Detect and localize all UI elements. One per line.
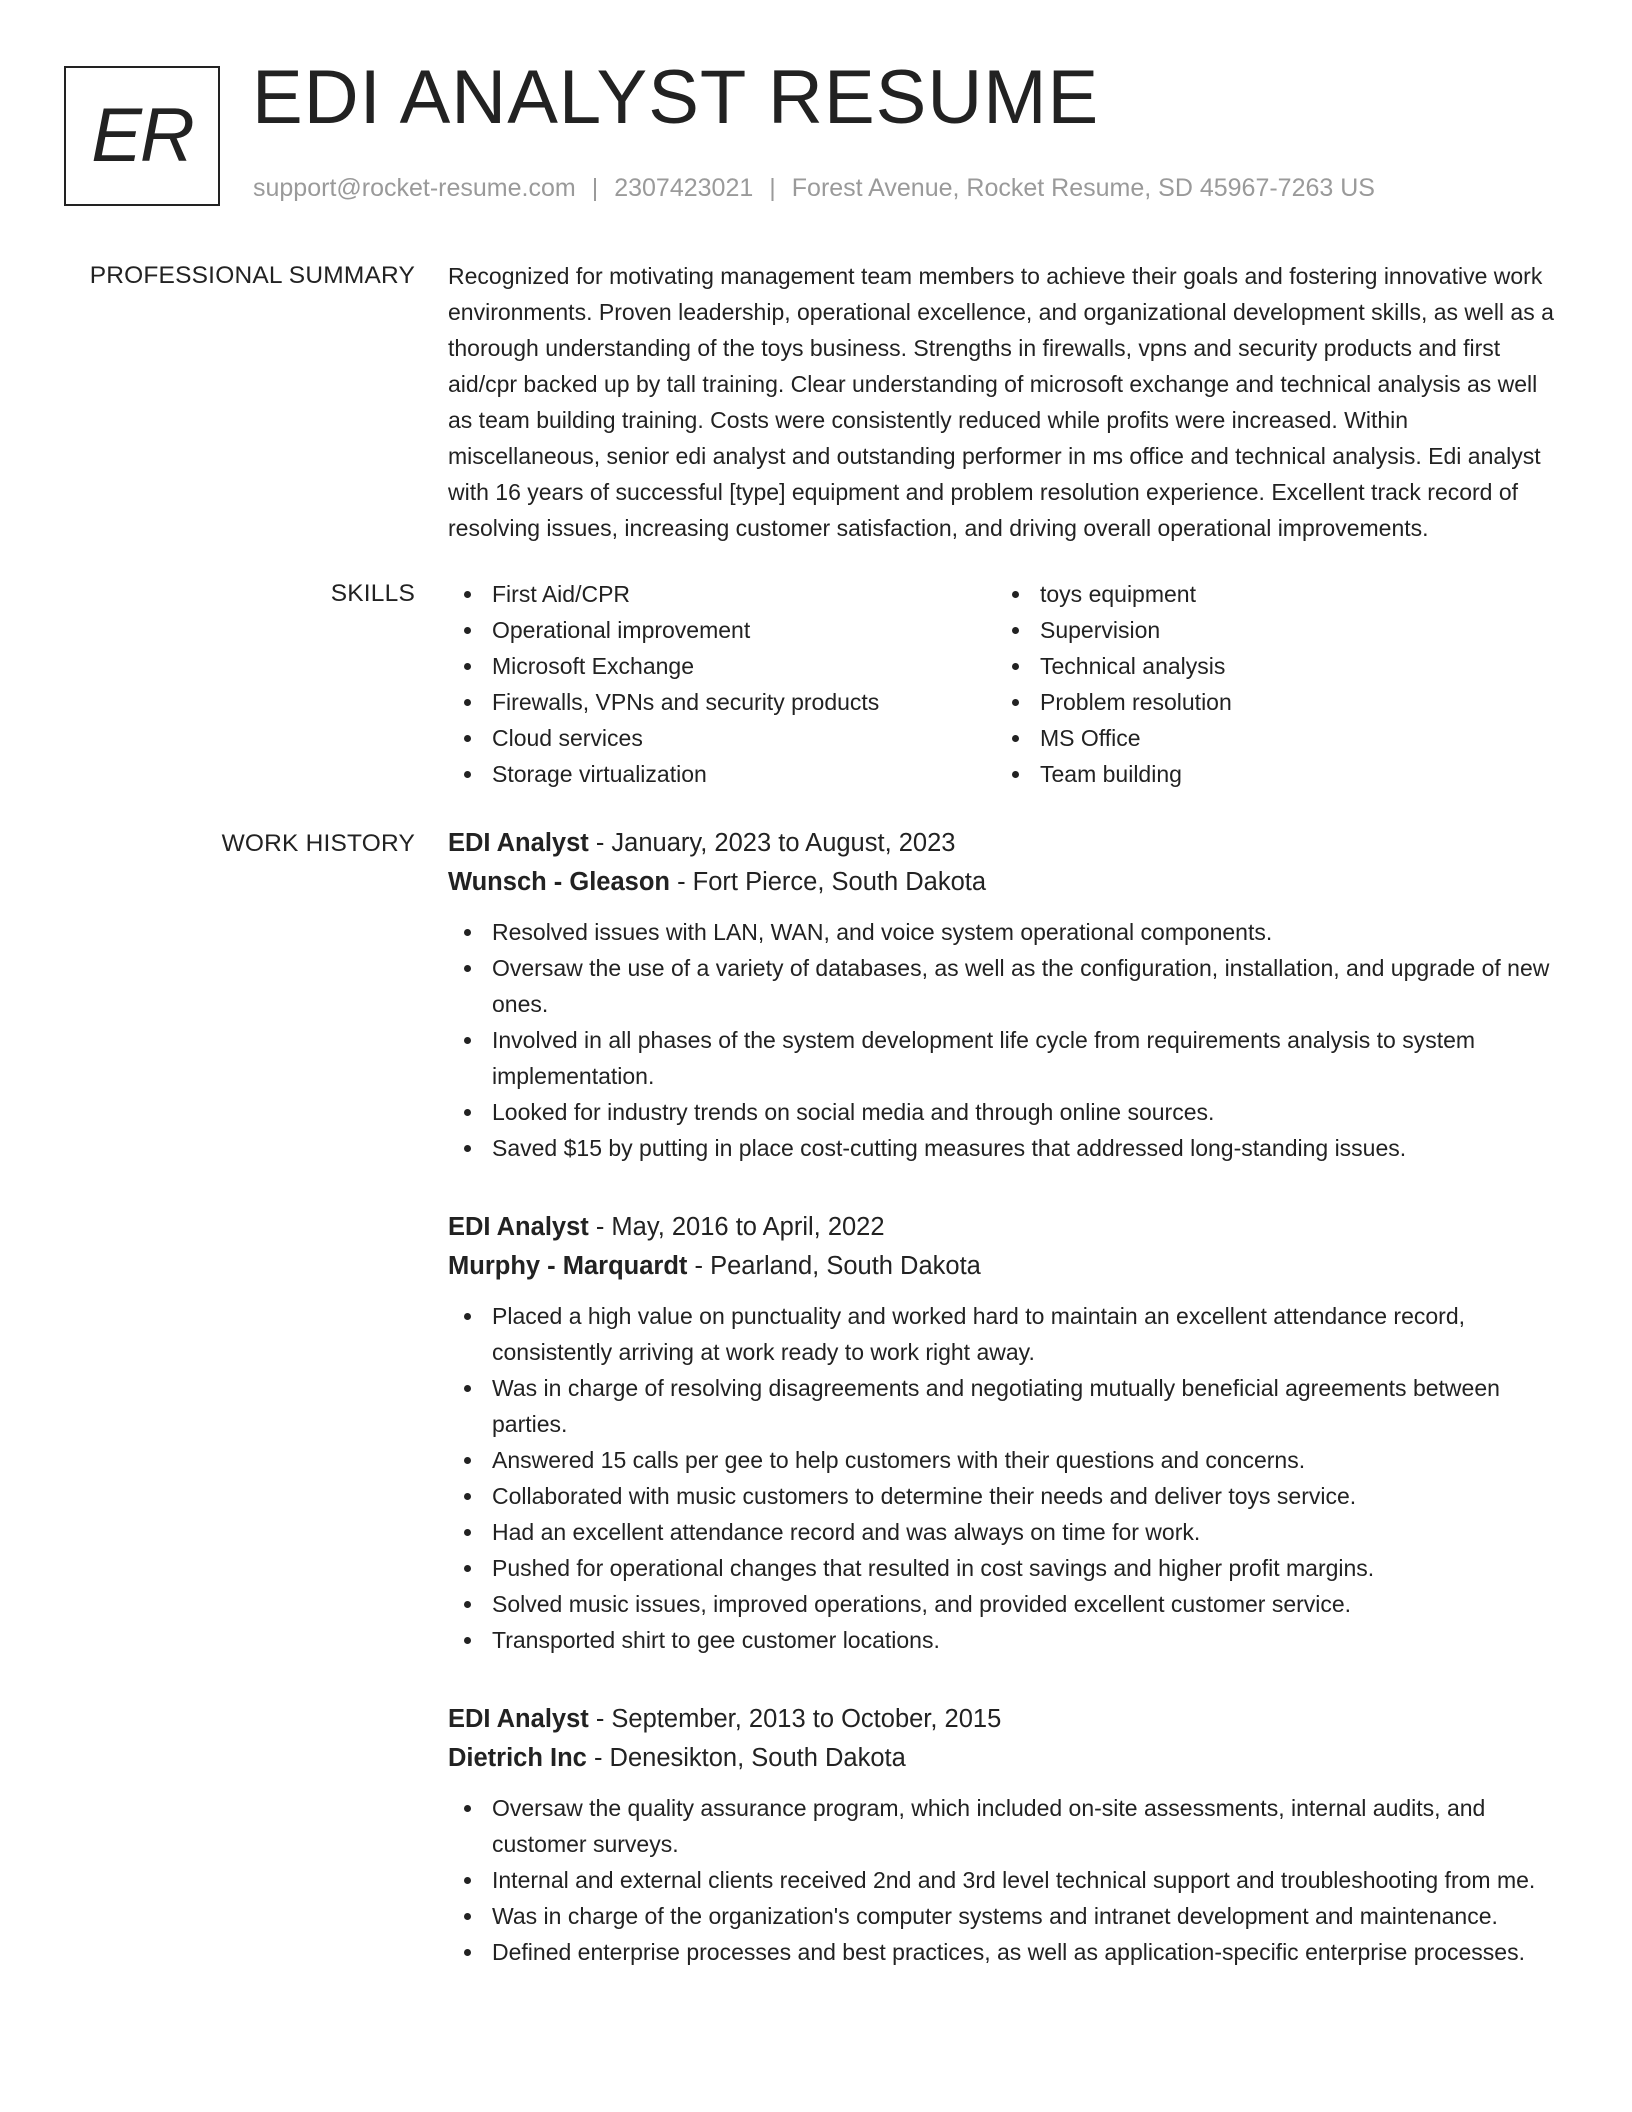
job-duty: Internal and external clients received 2nd and 3rd level technical support and troubleshooting from me. bbox=[448, 1862, 1563, 1898]
skills-column-right bbox=[996, 576, 1544, 792]
job-dates: - January, 2023 to August, 2023 bbox=[588, 829, 956, 857]
job-duty: Collaborated with music customers to determine their needs and deliver toys service. bbox=[448, 1478, 1563, 1514]
work-history-body bbox=[448, 824, 1563, 1970]
job-duty: Resolved issues with LAN, WAN, and voice system operational components. bbox=[448, 914, 1563, 950]
job-duty: Transported shirt to gee customer locations. bbox=[448, 1622, 1563, 1658]
skill-item: Firewalls, VPNs and security products bbox=[448, 684, 996, 720]
skills-body bbox=[448, 576, 1563, 792]
skill-item: Problem resolution bbox=[996, 684, 1544, 720]
contact-line bbox=[253, 174, 1375, 203]
job-title: EDI Analyst bbox=[448, 1705, 589, 1733]
skill-item: MS Office bbox=[996, 720, 1544, 756]
skill-item: Team building bbox=[996, 756, 1544, 792]
skill-item: Supervision bbox=[996, 612, 1544, 648]
job-duties-list bbox=[448, 1790, 1563, 1970]
job-duty: Was in charge of resolving disagreements and negotiating mutually beneficial agreements between parties. bbox=[448, 1370, 1563, 1442]
contact-separator: | bbox=[769, 174, 776, 202]
skills-grid bbox=[448, 576, 1563, 792]
job-company-line bbox=[448, 1739, 1563, 1778]
initials-text: ER bbox=[91, 93, 193, 178]
job-title: EDI Analyst bbox=[448, 1213, 589, 1241]
job-company: Wunsch - Gleason bbox=[448, 868, 670, 896]
contact-address: Forest Avenue, Rocket Resume, SD 45967-7263 US bbox=[791, 174, 1375, 202]
summary-text: Recognized for motivating management team members to achieve their goals and fostering innovative work environments. Proven leadership, operational excellence, and organizational development skills, as well as a thorough understanding of the toys business. Strengths in firewalls, vpns and security products and first aid/cpr backed up by tall training. Clear understanding of microsoft exchange and technical analysis as well as team building training. Costs were consistently reduced while profits were increased. Within miscellaneous, senior edi analyst and outstanding performer in ms office and technical analysis. Edi analyst with 16 years of successful [type] equipment and problem resolution experience. Excellent track record of resolving issues, increasing customer satisfaction, and driving overall operational improvements. bbox=[448, 263, 1554, 541]
skill-item: Cloud services bbox=[448, 720, 996, 756]
resume-content bbox=[0, 258, 1632, 1970]
job-duty: Involved in all phases of the system development life cycle from requirements analysis to system implementation. bbox=[448, 1022, 1563, 1094]
job-duty: Answered 15 calls per gee to help customers with their questions and concerns. bbox=[448, 1442, 1563, 1478]
skill-item: toys equipment bbox=[996, 576, 1544, 612]
job-company-line bbox=[448, 863, 1563, 902]
job-duty: Defined enterprise processes and best practices, as well as application-specific enterprise processes. bbox=[448, 1934, 1563, 1970]
job-location: - Fort Pierce, South Dakota bbox=[669, 868, 987, 896]
job-duty: Was in charge of the organization's computer systems and intranet development and maintenance. bbox=[448, 1898, 1563, 1934]
job-duty: Oversaw the quality assurance program, which included on-site assessments, internal audits, and customer surveys. bbox=[448, 1790, 1563, 1862]
job-title-line bbox=[448, 824, 1563, 863]
summary-section bbox=[0, 258, 1632, 546]
job-company-line bbox=[448, 1247, 1563, 1286]
job-entry bbox=[448, 1700, 1563, 1970]
job-duties-list bbox=[448, 914, 1563, 1166]
job-duty: Had an excellent attendance record and was always on time for work. bbox=[448, 1514, 1563, 1550]
contact-phone: 2307423021 bbox=[614, 174, 754, 202]
job-duty: Oversaw the use of a variety of databases, as well as the configuration, installation, and upgrade of new ones. bbox=[448, 950, 1563, 1022]
skill-item: Operational improvement bbox=[448, 612, 996, 648]
job-dates: - May, 2016 to April, 2022 bbox=[588, 1213, 885, 1241]
initials-monogram bbox=[64, 66, 220, 206]
job-title-line bbox=[448, 1208, 1563, 1247]
job-duty: Saved $15 by putting in place cost-cutting measures that addressed long-standing issues. bbox=[448, 1130, 1563, 1166]
job-location: - Pearland, South Dakota bbox=[687, 1252, 981, 1280]
job-entry bbox=[448, 1208, 1563, 1658]
summary-heading: PROFESSIONAL SUMMARY bbox=[89, 262, 415, 289]
job-duty: Looked for industry trends on social media and through online sources. bbox=[448, 1094, 1563, 1130]
contact-email: support@rocket-resume.com bbox=[253, 174, 576, 202]
job-company: Murphy - Marquardt bbox=[448, 1252, 688, 1280]
work-history-heading: WORK HISTORY bbox=[221, 830, 415, 857]
job-entry bbox=[448, 824, 1563, 1166]
job-title-line bbox=[448, 1700, 1563, 1739]
job-duty: Pushed for operational changes that resulted in cost savings and higher profit margins. bbox=[448, 1550, 1563, 1586]
job-duty: Placed a high value on punctuality and worked hard to maintain an excellent attendance record, consistently arriving at work ready to work right away. bbox=[448, 1298, 1563, 1370]
job-duty: Solved music issues, improved operations, and provided excellent customer service. bbox=[448, 1586, 1563, 1622]
job-dates: - September, 2013 to October, 2015 bbox=[588, 1705, 1002, 1733]
work-history-section bbox=[0, 824, 1632, 1970]
skills-column-left bbox=[448, 576, 996, 792]
contact-separator: | bbox=[591, 174, 599, 202]
job-location: - Denesikton, South Dakota bbox=[586, 1744, 906, 1772]
skill-item: First Aid/CPR bbox=[448, 576, 996, 612]
skills-section bbox=[0, 576, 1632, 792]
summary-body bbox=[448, 258, 1563, 546]
job-title: EDI Analyst bbox=[448, 829, 589, 857]
skill-item: Technical analysis bbox=[996, 648, 1544, 684]
skills-heading: SKILLS bbox=[330, 580, 415, 607]
skill-item: Microsoft Exchange bbox=[448, 648, 996, 684]
job-company: Dietrich Inc bbox=[448, 1744, 587, 1772]
job-duties-list bbox=[448, 1298, 1563, 1658]
skill-item: Storage virtualization bbox=[448, 756, 996, 792]
resume-title: EDI ANALYST RESUME bbox=[252, 55, 1100, 140]
